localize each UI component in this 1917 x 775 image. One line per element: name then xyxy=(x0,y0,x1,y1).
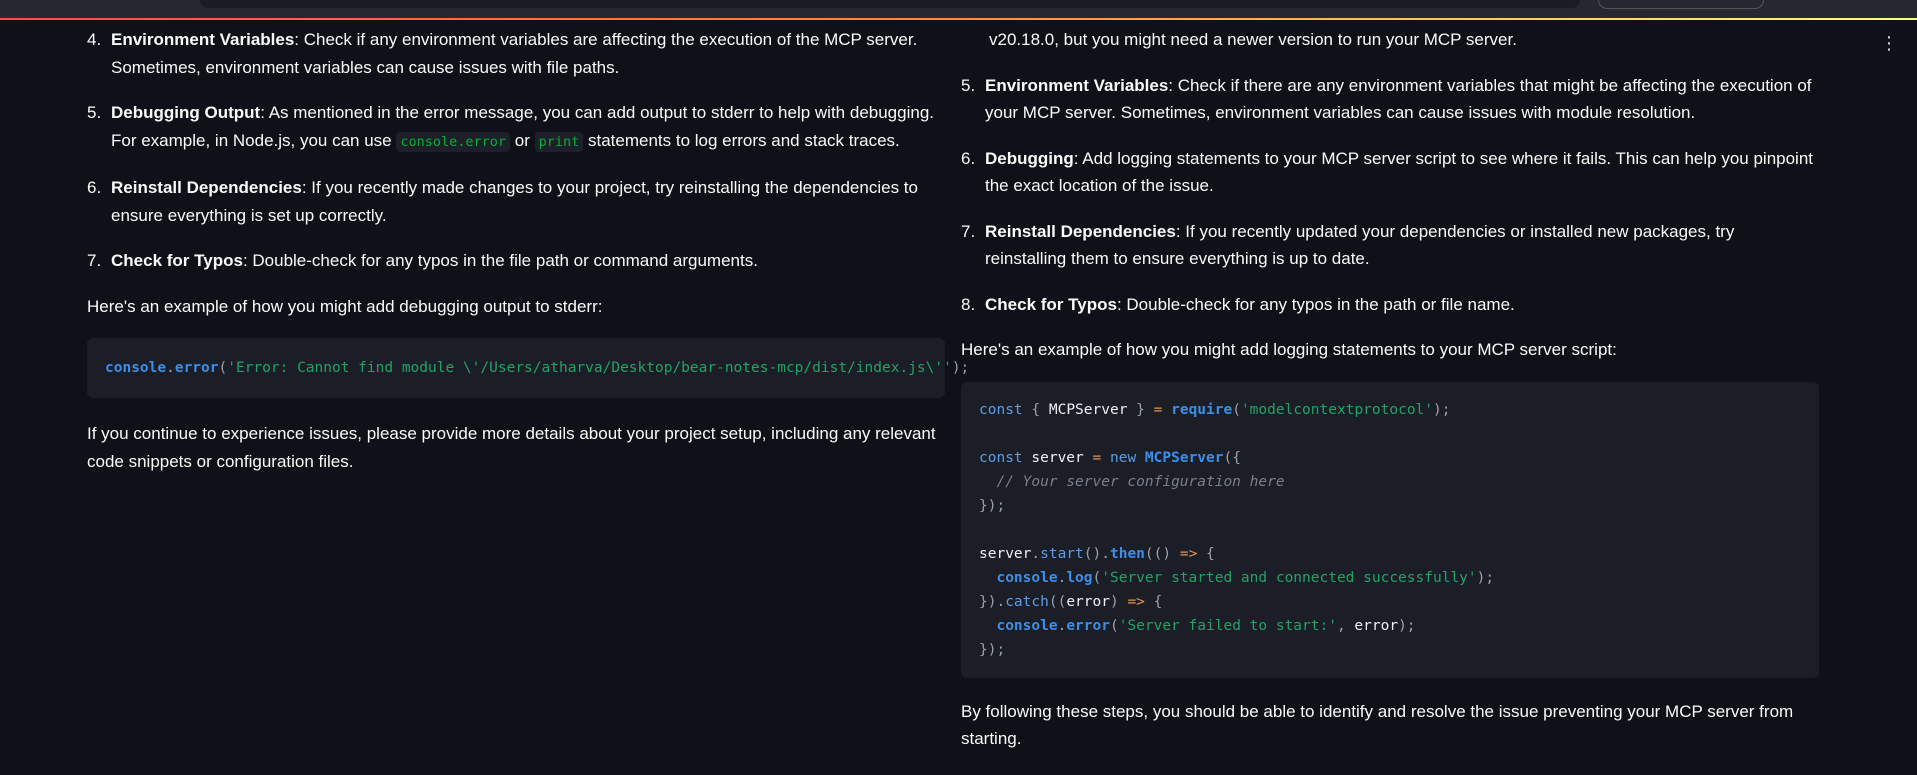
item-title: Check for Typos xyxy=(985,294,1117,314)
code-block[interactable] xyxy=(87,338,970,398)
list-number: 4. xyxy=(87,30,102,49)
item-text: : If you recently made changes to your project, try reinstalling the dependencies to ensure everything is set up correctly. xyxy=(111,178,918,225)
toolbar-button[interactable] xyxy=(1598,0,1764,9)
example-intro: Here's an example of how you might add logging statements to your MCP server script: xyxy=(961,340,1617,359)
code-token: error xyxy=(174,360,219,376)
item-text: : Add logging statements to your MCP server script to see where it fails. This can help you pinpoint the exact location of the issue. xyxy=(985,148,1814,195)
right-message xyxy=(961,26,1819,771)
code-token: new xyxy=(1109,449,1137,466)
list-number: 6. xyxy=(961,148,976,168)
list-item xyxy=(961,218,1819,273)
item-title: Environment Variables xyxy=(985,75,1169,95)
code-token: 'Server failed to start:' xyxy=(1118,617,1337,634)
chat-input-bar[interactable] xyxy=(200,0,1580,8)
list-number: 5. xyxy=(961,75,976,95)
code-token: ); xyxy=(951,360,970,376)
code-token: 'Error: Cannot find module \'/Users/atharva/Desktop/bear-notes-mcp/dist/index.js\'' xyxy=(227,360,952,376)
code-token: error xyxy=(1066,593,1110,610)
code-token: ( xyxy=(218,360,228,376)
code-token: MCPServer xyxy=(1048,401,1128,418)
item-text: : As mentioned in the error message, you can add output to stderr to help with debugging. For example, in Node.js, you can use xyxy=(111,103,934,150)
code-token: start xyxy=(1040,545,1084,562)
list-item xyxy=(87,247,945,275)
item-title: Reinstall Dependencies xyxy=(111,178,302,197)
code-block[interactable]: const { MCPServer } = require('modelcontextprotocol'); const server = new MCPServer({ // Your server configuration here }); server.start().then(() => { console.log('Server started and connected successfully'); }).catch((error) => { console.error('Server failed to start:', error); }); xyxy=(961,382,1819,678)
code-token: catch xyxy=(1005,593,1049,610)
item-title: Environment Variables xyxy=(111,30,295,49)
left-steps-list xyxy=(87,26,945,275)
left-message xyxy=(87,26,970,493)
item-text: or xyxy=(510,130,535,150)
list-item xyxy=(961,291,1819,319)
code-token: error xyxy=(1354,617,1399,634)
decoration-line xyxy=(0,18,1917,20)
code-token: server xyxy=(1031,449,1084,466)
code-token: console xyxy=(996,569,1058,586)
item-text: : Double-check for any typos in the file path or command arguments. xyxy=(242,251,758,270)
code-token: const xyxy=(979,401,1023,418)
code-token: then xyxy=(1109,545,1145,562)
top-toolbar xyxy=(0,0,1917,20)
list-number: 8. xyxy=(961,294,976,314)
code-comment: // Your server configuration here xyxy=(996,473,1285,490)
inline-code: console.error xyxy=(396,132,510,152)
item-title: Check for Typos xyxy=(111,251,243,270)
closing-text: If you continue to experience issues, please provide more details about your project setup, including any relevant code snippets or configuration files. xyxy=(87,424,936,471)
code-token: MCPServer xyxy=(1144,449,1224,466)
list-item xyxy=(87,26,945,81)
code-token: server xyxy=(979,545,1032,562)
item-text: : Check if there are any environment variables that might be affecting the execution of your MCP server. Sometimes, environment variables can cause issues with module resolution. xyxy=(985,75,1812,122)
code-token: log xyxy=(1066,569,1093,586)
code-token: error xyxy=(1066,617,1110,634)
item-title: Debugging xyxy=(985,148,1074,168)
code-token: require xyxy=(1171,401,1233,418)
list-item xyxy=(87,99,945,156)
continued-text: v20.18.0, but you might need a newer version to run your MCP server. xyxy=(989,30,1517,49)
item-title: Debugging Output xyxy=(111,103,261,122)
item-text: statements to log errors and stack traces. xyxy=(583,130,900,150)
list-item xyxy=(961,145,1819,200)
code-token: 'Server started and connected successfully' xyxy=(1101,569,1477,586)
item-title: Reinstall Dependencies xyxy=(985,221,1176,241)
item-text: : Check if any environment variables are affecting the execution of the MCP server. Sometimes, environment variables can cause issues with file paths. xyxy=(111,30,918,77)
code-token: 'modelcontextprotocol' xyxy=(1240,401,1434,418)
list-item xyxy=(87,174,945,229)
code-token: console xyxy=(996,617,1058,634)
example-intro: Here's an example of how you might add debugging output to stderr: xyxy=(87,296,603,316)
closing-text: By following these steps, you should be able to identify and resolve the issue preventing your MCP server from starting. xyxy=(961,701,1794,748)
kebab-menu-icon[interactable]: ⋮ xyxy=(1880,33,1898,53)
item-text: : If you recently updated your dependencies or installed new packages, try reinstalling them to ensure everything is up to date. xyxy=(985,221,1735,268)
list-number: 6. xyxy=(87,178,102,197)
item-text: : Double-check for any typos in the path or file name. xyxy=(1116,294,1515,314)
code-token: console xyxy=(105,360,167,376)
list-number: 7. xyxy=(87,251,102,270)
code-token: . xyxy=(166,360,175,376)
right-steps-list xyxy=(961,72,1819,319)
list-number: 5. xyxy=(87,103,102,122)
list-number: 7. xyxy=(961,221,976,241)
code-token: const xyxy=(979,449,1023,466)
list-item xyxy=(961,72,1819,127)
inline-code: print xyxy=(535,132,584,152)
